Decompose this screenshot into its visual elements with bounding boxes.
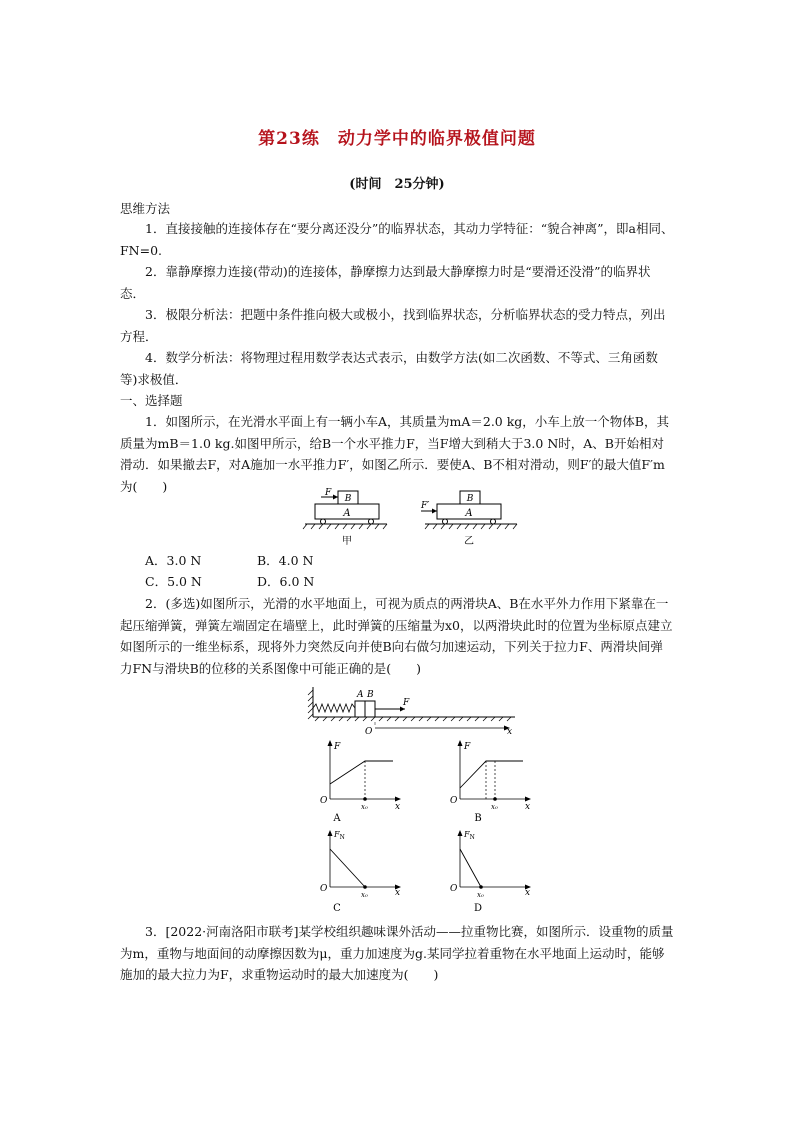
svg-text:B: B bbox=[344, 494, 352, 504]
svg-text:O: O bbox=[450, 796, 458, 806]
svg-text:x: x bbox=[395, 888, 401, 898]
graph-d bbox=[445, 827, 535, 915]
graph-c-label: C bbox=[333, 903, 341, 914]
method-item-1: 1．直接接触的连接体存在“要分离还没分”的临界状态，其动力学特征：“貌合神离”，即a相同、FN=0. bbox=[120, 221, 674, 258]
caption-jia: 甲 bbox=[342, 536, 352, 547]
svg-text:FN: $F_N$ bbox=[464, 830, 475, 841]
q2-setup-figure bbox=[305, 684, 525, 736]
svg-text:A: A bbox=[357, 690, 364, 700]
q1-figure bbox=[295, 486, 525, 548]
method-item-2: 2．靠静摩擦力连接(带动)的连接体，静摩擦力达到最大静摩擦力时是“要滑还没滑”的临界状态． bbox=[120, 264, 651, 301]
svg-text:x₀: x₀ bbox=[477, 891, 484, 899]
svg-text:O: O bbox=[365, 727, 373, 736]
svg-text:F: F bbox=[464, 742, 471, 752]
svg-text:O: O bbox=[320, 796, 328, 806]
graph-a-label: A bbox=[333, 813, 341, 824]
svg-text:x: x bbox=[525, 888, 531, 898]
svg-text:x: x bbox=[525, 802, 531, 812]
svg-text:O: O bbox=[320, 884, 328, 894]
svg-text:F: F bbox=[325, 488, 332, 498]
svg-text:FN: $F_N$ bbox=[334, 830, 345, 841]
graph-b-label: B bbox=[474, 813, 482, 824]
q1-option-c: C．5.0 N bbox=[145, 574, 202, 589]
svg-text:O: O bbox=[450, 884, 458, 894]
graph-a bbox=[315, 737, 405, 825]
svg-text:F: F bbox=[403, 698, 410, 708]
svg-text:x: x bbox=[507, 727, 513, 736]
svg-text:F: F bbox=[334, 742, 341, 752]
graph-c bbox=[315, 827, 405, 915]
method-item-4: 4．数学分析法：将物理过程用数学表达式表示，由数学方法(如二次函数、不等式、三角函数等)求极值． bbox=[120, 350, 658, 387]
methods-heading: 思维方法 bbox=[120, 201, 171, 216]
caption-yi: 乙 bbox=[464, 536, 474, 547]
q2-stem: 2．(多选)如图所示，光滑的水平地面上，可视为质点的两滑块A、B在水平外力作用下紧靠在一起压缩弹簧，弹簧左端固定在墙壁上，此时弹簧的压缩量为x0，以两滑块此时的位置为坐标原点建立如图所示的一维坐标系，现将外力突然反向并使B向右做匀加速运动，下列关于拉力F、两滑块间弹力FN与滑块B的位移的关系图像中可能正确的是( ) bbox=[120, 596, 673, 676]
svg-text:B: B bbox=[466, 494, 474, 504]
svg-text:B: B bbox=[367, 690, 374, 700]
svg-text:x: x bbox=[395, 802, 401, 812]
page-title: 第23练 动力学中的临界极值问题 bbox=[258, 129, 536, 149]
figure-yi bbox=[420, 491, 517, 529]
svg-text:x₀: x₀ bbox=[361, 803, 368, 811]
section-heading: 一、选择题 bbox=[120, 393, 183, 408]
q3-stem: 3．[2022·河南洛阳市联考]某学校组织趣味课外活动——拉重物比赛，如图所示．设重物的质量为m，重物与地面间的动摩擦因数为μ，重力加速度为g.某同学拉着重物在水平地面上运动时，能够施加的最大拉力为F，求重物运动时的最大加速度为( ) bbox=[120, 924, 674, 982]
graph-d-label: D bbox=[473, 903, 483, 914]
svg-text:F′: F′ bbox=[421, 501, 430, 511]
q1-option-d: D．6.0 N bbox=[257, 574, 315, 589]
figure-jia bbox=[303, 488, 387, 529]
graph-b bbox=[445, 737, 535, 825]
svg-text:x₀: x₀ bbox=[361, 891, 368, 899]
svg-text:x₀: x₀ bbox=[491, 803, 498, 811]
q1-option-b: B．4.0 N bbox=[257, 553, 314, 568]
svg-text:A: A bbox=[465, 508, 473, 519]
svg-text:A: A bbox=[343, 508, 351, 519]
q1-stem: 1．如图所示，在光滑水平面上有一辆小车A，其质量为mA＝2.0 kg，小车上放一个物体B，其质量为mB＝1.0 kg.如图甲所示，给B一个水平推力F，当F增大到稍大于3.0 N时，A、B开始相对滑动．如果撤去F，对A施加一水平推力F′，如图乙所示．要使A、B不相对滑动，则F′的最大值F′m为( ) bbox=[120, 414, 669, 494]
method-item-3: 3．极限分析法：把题中条件推向极大或极小，找到临界状态，分析临界状态的受力特点，列出方程． bbox=[120, 307, 666, 344]
time-limit: (时间 25分钟) bbox=[349, 177, 445, 192]
q1-option-a: A．3.0 N bbox=[145, 553, 202, 568]
